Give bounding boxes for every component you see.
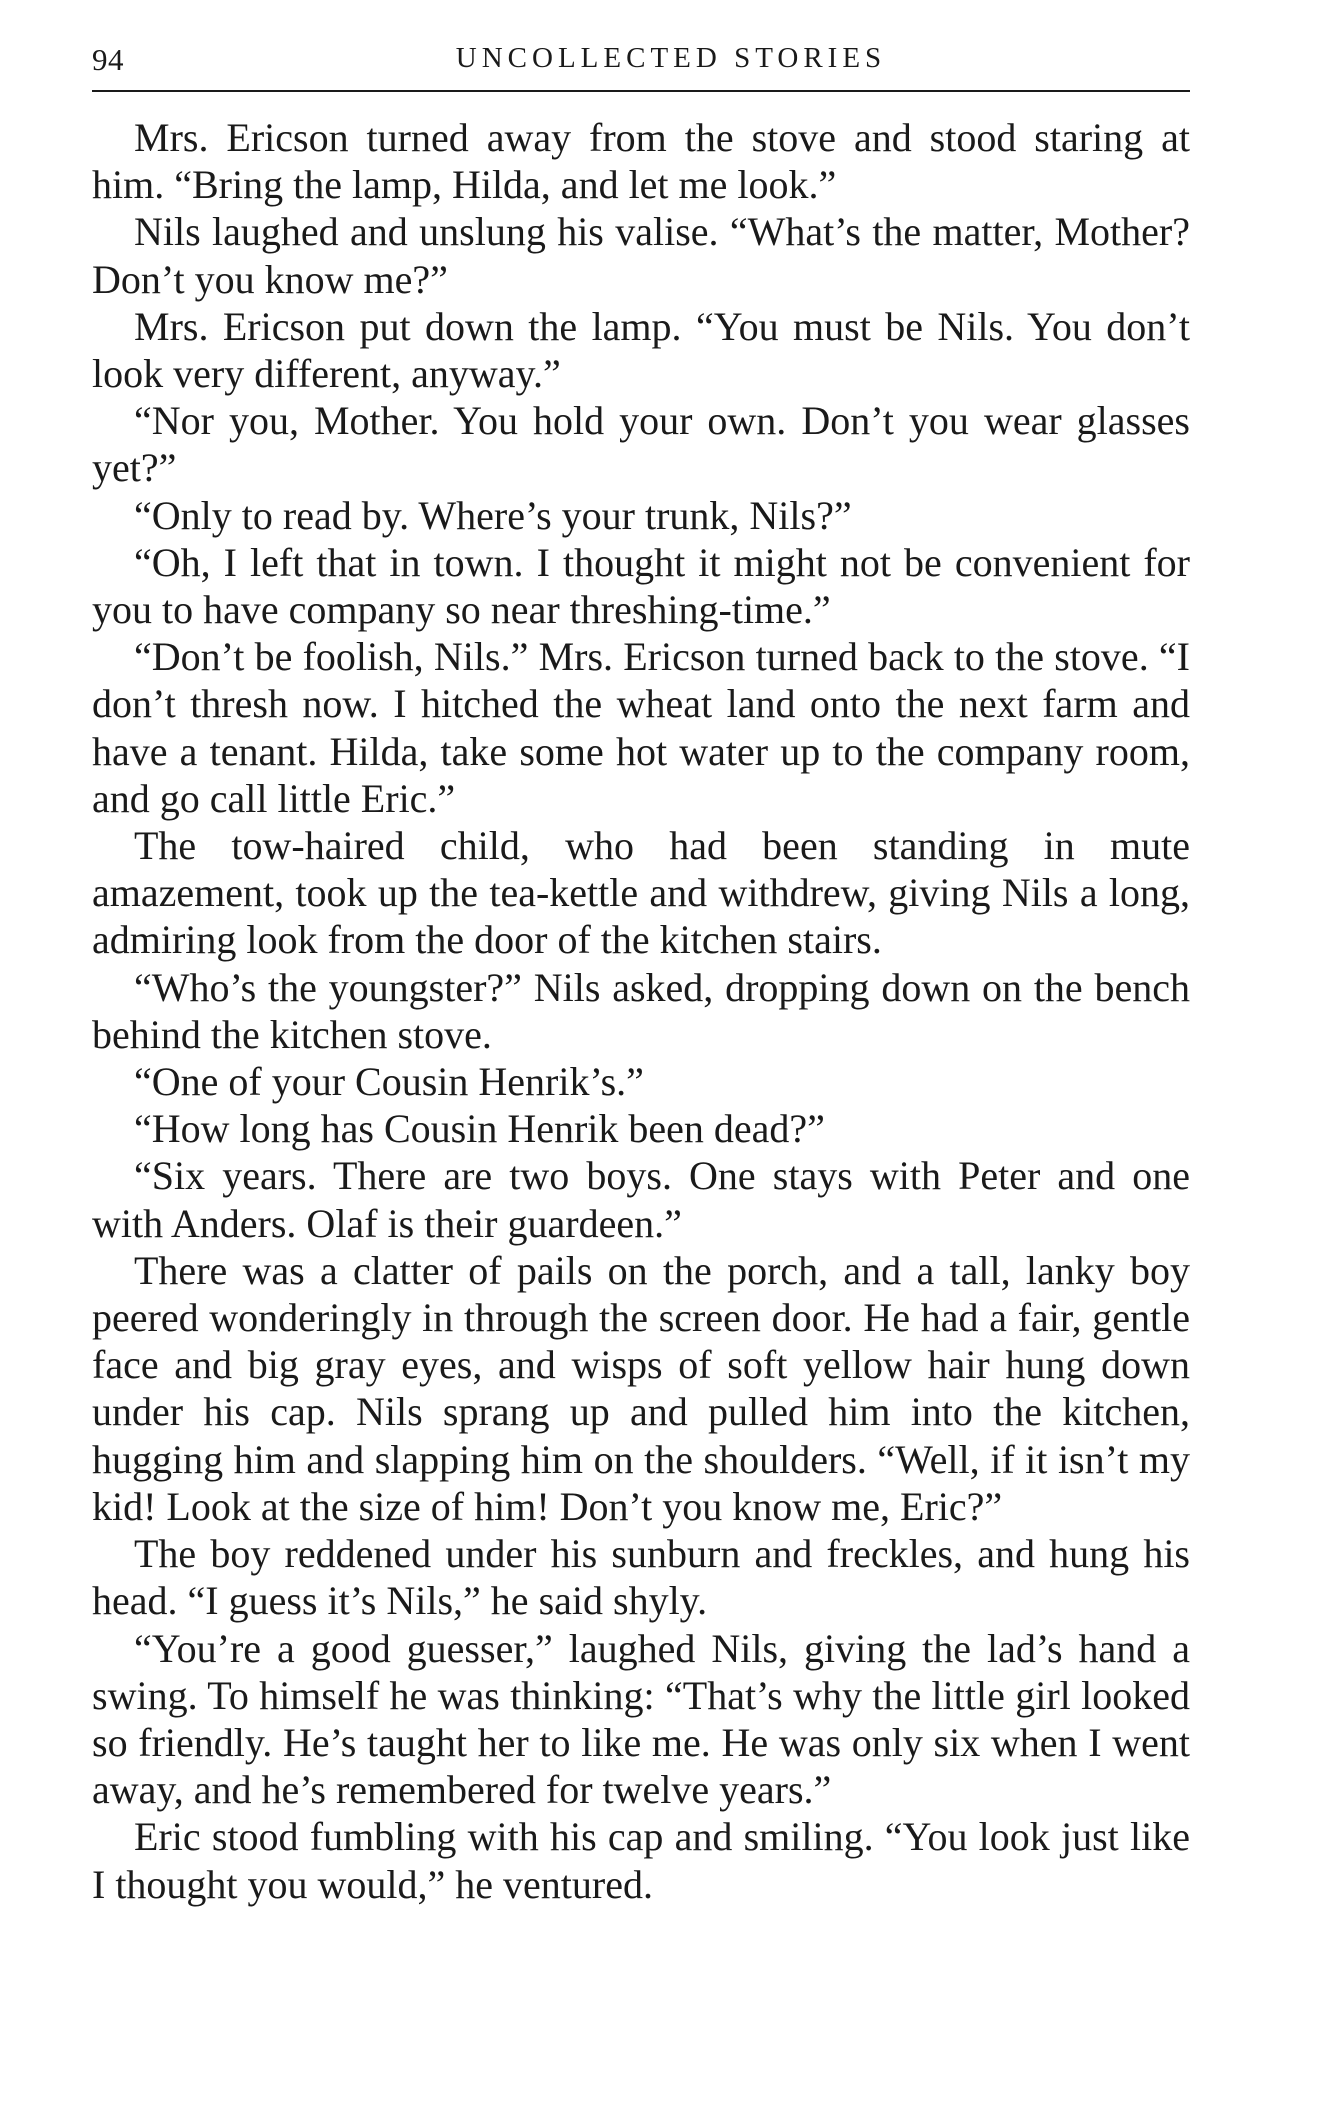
paragraph: “Six years. There are two boys. One stays with Peter and one with Anders. Olaf is their guardeen.” bbox=[92, 1153, 1190, 1246]
paragraph: There was a clatter of pails on the porch, and a tall, lanky boy peered wonderingly in through the screen door. He had a fair, gentle face and big gray eyes, and wisps of soft yellow hair hung down under his cap. Nils sprang up and pulled him into the kitchen, hugging him and slapping him on the shoulders. “Well, if it isn’t my kid! Look at the size of him! Don’t you know me, Eric?” bbox=[92, 1247, 1190, 1529]
paragraph: “One of your Cousin Henrik’s.” bbox=[134, 1059, 644, 1105]
paragraph: “Only to read by. Where’s your trunk, Nils?” bbox=[134, 492, 852, 538]
paragraph: “You’re a good guesser,” laughed Nils, giving the lad’s hand a swing. To himself he was thinking: “That’s why the little girl looked so friendly. He’s taught her to like me. He was only six when I went away, and he’s remembered for twelve years.” bbox=[92, 1625, 1190, 1813]
running-title: UNCOLLECTED STORIES bbox=[455, 42, 887, 74]
page-number: 94 bbox=[92, 42, 124, 77]
paragraph: “How long has Cousin Henrik been dead?” bbox=[134, 1106, 825, 1152]
paragraph: Nils laughed and unslung his valise. “What’s the matter, Mother? Don’t you know me?” bbox=[92, 209, 1190, 302]
paragraph: “Don’t be foolish, Nils.” Mrs. Ericson turned back to the stove. “I don’t thresh now. I hitched the wheat land onto the next farm and have a tenant. Hilda, take some hot water up to the company room, and go call little Eric.” bbox=[92, 634, 1190, 821]
book-page bbox=[92, 34, 1190, 1908]
paragraph: The tow-haired child, who had been standing in mute amazement, took up the tea-kettle and withdrew, giving Nils a long, admiring look from the door of the kitchen stairs. bbox=[92, 823, 1190, 963]
paragraph: “Who’s the youngster?” Nils asked, dropping down on the bench behind the kitchen stove. bbox=[92, 964, 1190, 1057]
paragraph: “Oh, I left that in town. I thought it might not be convenient for you to have company so near threshing-time.” bbox=[92, 539, 1190, 633]
body-text bbox=[92, 114, 1190, 1908]
running-head bbox=[92, 34, 1190, 90]
paragraph: The boy reddened under his sunburn and freckles, and hung his head. “I guess it’s Nils,” he said shyly. bbox=[92, 1531, 1190, 1624]
paragraph: “Nor you, Mother. You hold your own. Don’t you wear glasses yet?” bbox=[92, 398, 1190, 491]
paragraph: Mrs. Ericson turned away from the stove and stood staring at him. “Bring the lamp, Hilda, and let me look.” bbox=[92, 115, 1190, 208]
header-rule bbox=[92, 90, 1190, 92]
paragraph: Eric stood fumbling with his cap and smiling. “You look just like I thought you would,” he ventured. bbox=[92, 1814, 1190, 1907]
paragraph: Mrs. Ericson put down the lamp. “You must be Nils. You don’t look very different, anyway.” bbox=[92, 303, 1190, 397]
